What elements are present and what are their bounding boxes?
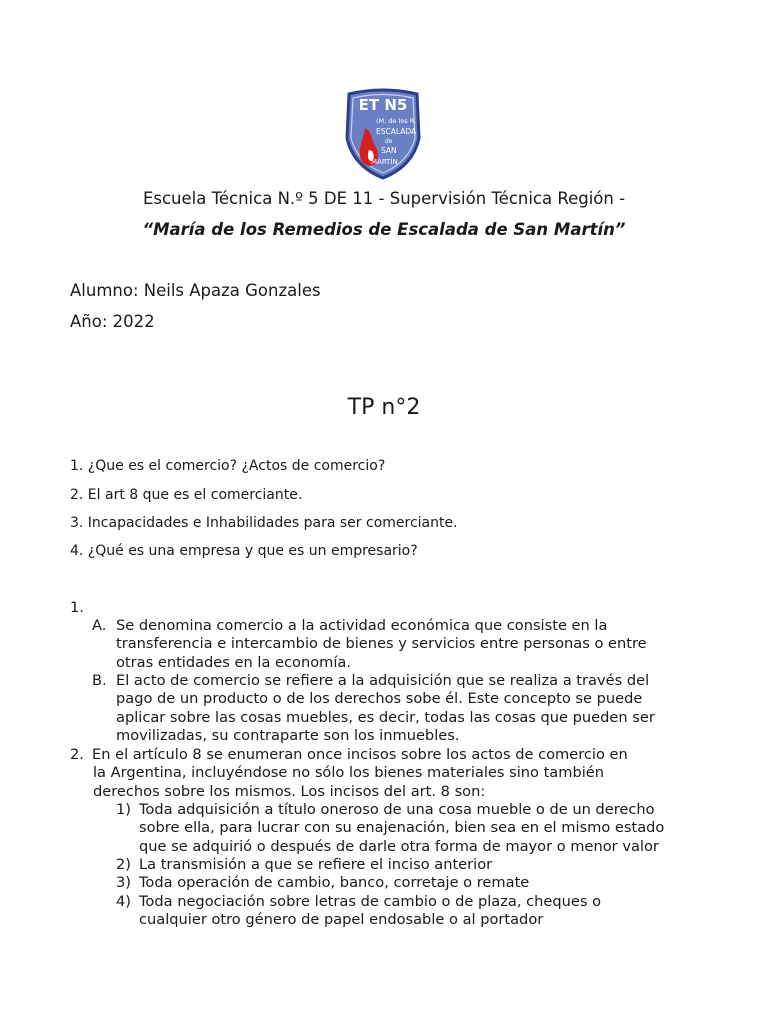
logo-text-line-1: (M. de los R.	[376, 117, 417, 125]
inciso-1-text	[139, 801, 664, 856]
answer-1-item-a-text	[116, 617, 647, 672]
text-line: aplicar sobre las cosas muebles, es decir, todas las cosas que pueden ser	[116, 708, 655, 726]
logo-text-top: ET N5	[358, 96, 408, 114]
text-line: Toda adquisición a título oneroso de una cosa mueble o de un derecho	[139, 801, 655, 818]
answer-1-item-b-text	[116, 672, 655, 746]
answer-2-number: 2.	[70, 746, 84, 763]
logo-text-line-4: SAN	[381, 146, 397, 155]
text-line: otras entidades en la economía.	[116, 653, 351, 671]
text-line: sobre ella, para lucrar con su enajenación, bien sea en el mismo estado	[139, 819, 665, 837]
inciso-3-text	[139, 874, 529, 892]
text-line: Se denomina comercio a la actividad económica que consiste en la	[116, 617, 608, 634]
inciso-4-number: 4)	[116, 893, 131, 910]
school-name-line: Escuela Técnica N.º 5 DE 11 - Supervisión Técnica Región -	[142, 189, 626, 208]
logo-text-line-3: de	[385, 138, 393, 145]
text-line: En el artículo 8 se enumeran once incisos sobre los actos de comercio en	[92, 746, 628, 763]
question-1: 1. ¿Que es el comercio? ¿Actos de comercio?	[70, 458, 386, 474]
text-line: movilizadas, su contraparte son los inmuebles.	[116, 727, 460, 745]
answer-1-item-b-letter: B.	[92, 672, 107, 689]
student-year: Año: 2022	[70, 312, 155, 331]
text-line: derechos sobre los mismos. Los incisos del art. 8 son:	[93, 782, 486, 800]
inciso-4-text	[139, 893, 601, 930]
answer-2-intro	[92, 746, 712, 801]
question-4: 4. ¿Qué es una empresa y que es un empresario?	[70, 543, 418, 559]
text-line: Toda negociación sobre letras de cambio o de plaza, cheques o	[139, 893, 602, 910]
text-line: La transmisión a que se refiere el inciso anterior	[139, 856, 493, 873]
student-name: Alumno: Neils Apaza Gonzales	[70, 281, 321, 300]
inciso-2-text	[139, 856, 492, 874]
text-line: El acto de comercio se refiere a la adquisición que se realiza a través del	[116, 672, 650, 689]
text-line: transferencia e intercambio de bienes y servicios entre personas o entre	[116, 635, 647, 653]
school-logo	[343, 88, 423, 180]
inciso-2-number: 2)	[116, 856, 131, 873]
text-line: cualquier otro género de papel endosable o al portador	[139, 911, 544, 929]
document-title: TP n°2	[347, 395, 421, 420]
inciso-1-number: 1)	[116, 801, 131, 818]
text-line: la Argentina, incluyéndose no sólo los bienes materiales sino también	[93, 764, 605, 782]
question-2: 2. El art 8 que es el comerciante.	[70, 487, 303, 503]
logo-text-line-2: ESCALADA	[376, 127, 417, 136]
school-motto-line: “María de los Remedios de Escalada de San Martín”	[142, 220, 626, 239]
text-line: pago de un producto o de los derechos sobe él. Este concepto se puede	[116, 690, 643, 708]
answer-1-item-a-letter: A.	[92, 617, 107, 634]
logo-text-line-5: MARTÍN	[371, 158, 398, 166]
text-line: que se adquirió o después de darle otra forma de mayor o menor valor	[139, 837, 659, 855]
answer-1-number: 1.	[70, 599, 84, 616]
question-3: 3. Incapacidades e Inhabilidades para ser comerciante.	[70, 515, 458, 531]
text-line: Toda operación de cambio, banco, corretaje o remate	[139, 874, 530, 891]
inciso-3-number: 3)	[116, 874, 131, 891]
